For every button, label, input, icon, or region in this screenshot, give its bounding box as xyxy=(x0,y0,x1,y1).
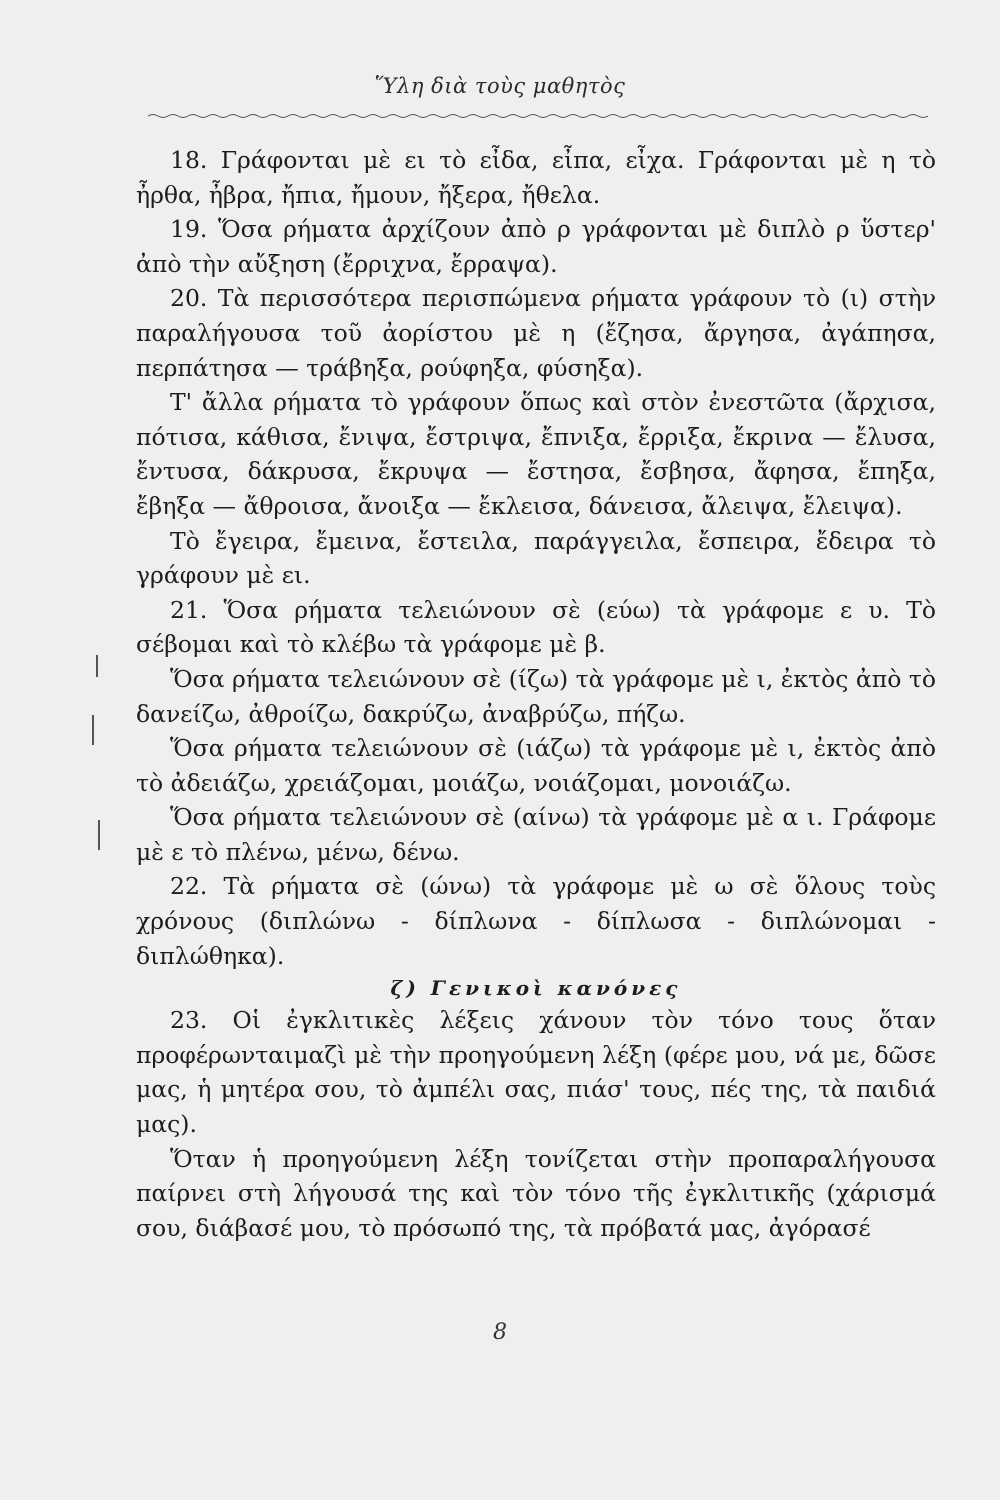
paragraph-21: 21. Ὅσα ρήματα τελειώνουν σὲ (εύω) τὰ γράφομε ε υ. Τὸ σέβομαι καὶ τὸ κλέβω τὰ γράφομε μὲ β. xyxy=(136,595,936,659)
page-number: 8 xyxy=(493,1320,507,1345)
paragraph-20-ei-verbs: Τὸ ἔγειρα, ἔμεινα, ἔστειλα, παράγγειλα, ἔσπειρα, ἔδειρα τὸ γράφουν μὲ ει. xyxy=(136,526,936,590)
header-wavy-rule xyxy=(148,113,928,119)
margin-mark xyxy=(96,655,98,677)
paragraph-18: 18. Γράφονται μὲ ει τὸ εἶδα, εἶπα, εἶχα. Γράφονται μὲ η τὸ ἦρθα, ἦβρα, ἤπια, ἤμουν, ἤξερα, ἤθελα. xyxy=(136,146,936,209)
margin-mark xyxy=(98,820,100,850)
paragraph-19: 19. Ὅσα ρήματα ἀρχίζουν ἀπὸ ρ γράφονται μὲ διπλὸ ρ ὕστερ' ἀπὸ τὴν αὔξηση (ἔρριχνα, ἔρραψα). xyxy=(136,215,936,278)
paragraph-22: 22. Τὰ ρήματα σὲ (ώνω) τὰ γράφομε μὲ ω σὲ ὅλους τοὺς χρόνους (διπλώνω - δίπλωνα - δίπλωσα - διπλώνομαι - διπλώθηκα). xyxy=(136,872,936,970)
paragraph-20: 20. Τὰ περισσότερα περισπώμενα ρήματα γράφουν τὸ (ι) στὴν παραλήγουσα τοῦ ἀορίστου μὲ η (ἔζησα, ἄργησα, ἀγάπησα, περπάτησα — τράβηξα, ρούφηξα, φύσηξα). xyxy=(136,284,936,382)
paragraph-23-continued: Ὅταν ἡ προηγούμενη λέξη τονίζεται στὴν προπαραλήγουσα παίρνει στὴ λήγουσά της καὶ τὸν τόνο τῆς ἐγκλιτικῆς (χάρισμά σου, διάβασέ μου, τὸ πρόσωπό της, τὰ πρόβατά μας, ἀγόρασέ xyxy=(136,1144,936,1242)
paragraph-23: 23. Οἱ ἐγκλιτικὲς λέξεις χάνουν τὸν τόνο τους ὅταν προφέρωνταιμαζὶ μὲ τὴν προηγούμενη λέξη (φέρε μου, νά με, δῶσε μας, ἡ μητέρα σου, τὸ ἀμπέλι σας, πιάσ' τους, πές της, τὰ παιδιά μας). xyxy=(136,1006,936,1139)
body-text xyxy=(136,143,936,1245)
section-heading: ζ) Γενικοὶ κανόνες xyxy=(390,976,682,1001)
paragraph-21-iazo: Ὅσα ρήματα τελειώνουν σὲ (ιάζω) τὰ γράφομε μὲ ι, ἐκτὸς ἀπὸ τὸ ἀδειάζω, χρειάζομαι, μοιάζω, νοιάζομαι, μονοιάζω. xyxy=(136,734,936,797)
margin-mark xyxy=(92,715,94,745)
paragraph-21-aino: Ὅσα ρήματα τελειώνουν σὲ (αίνω) τὰ γράφομε μὲ α ι. Γράφομε μὲ ε τὸ πλένω, μένω, δένω. xyxy=(136,803,936,866)
running-header: Ὕλη διὰ τοὺς μαθητὸς xyxy=(374,74,626,98)
paragraph-20-other-verbs: Τ' ἄλλα ρήματα τὸ γράφουν ὅπως καὶ στὸν ἐνεστῶτα (ἄρχισα, πότισα, κάθισα, ἔνιψα, ἔστριψα, ἔπνιξα, ἔρριξα, ἔκρινα — ἔλυσα, ἔντυσα, δάκρυσα, ἔκρυψα — ἔστησα, ἔσβησα, ἄφησα, ἔπηξα, ἔβηξα — ἄθροισα, ἄνοιξα — ἔκλεισα, δάνεισα, ἄλειψα, ἔλειψα). xyxy=(136,388,936,520)
paragraph-21-izo: Ὅσα ρήματα τελειώνουν σὲ (ίζω) τὰ γράφομε μὲ ι, ἐκτὸς ἀπὸ τὸ δανείζω, ἀθροίζω, δακρύζω, ἀναβρύζω, πήζω. xyxy=(136,664,936,728)
